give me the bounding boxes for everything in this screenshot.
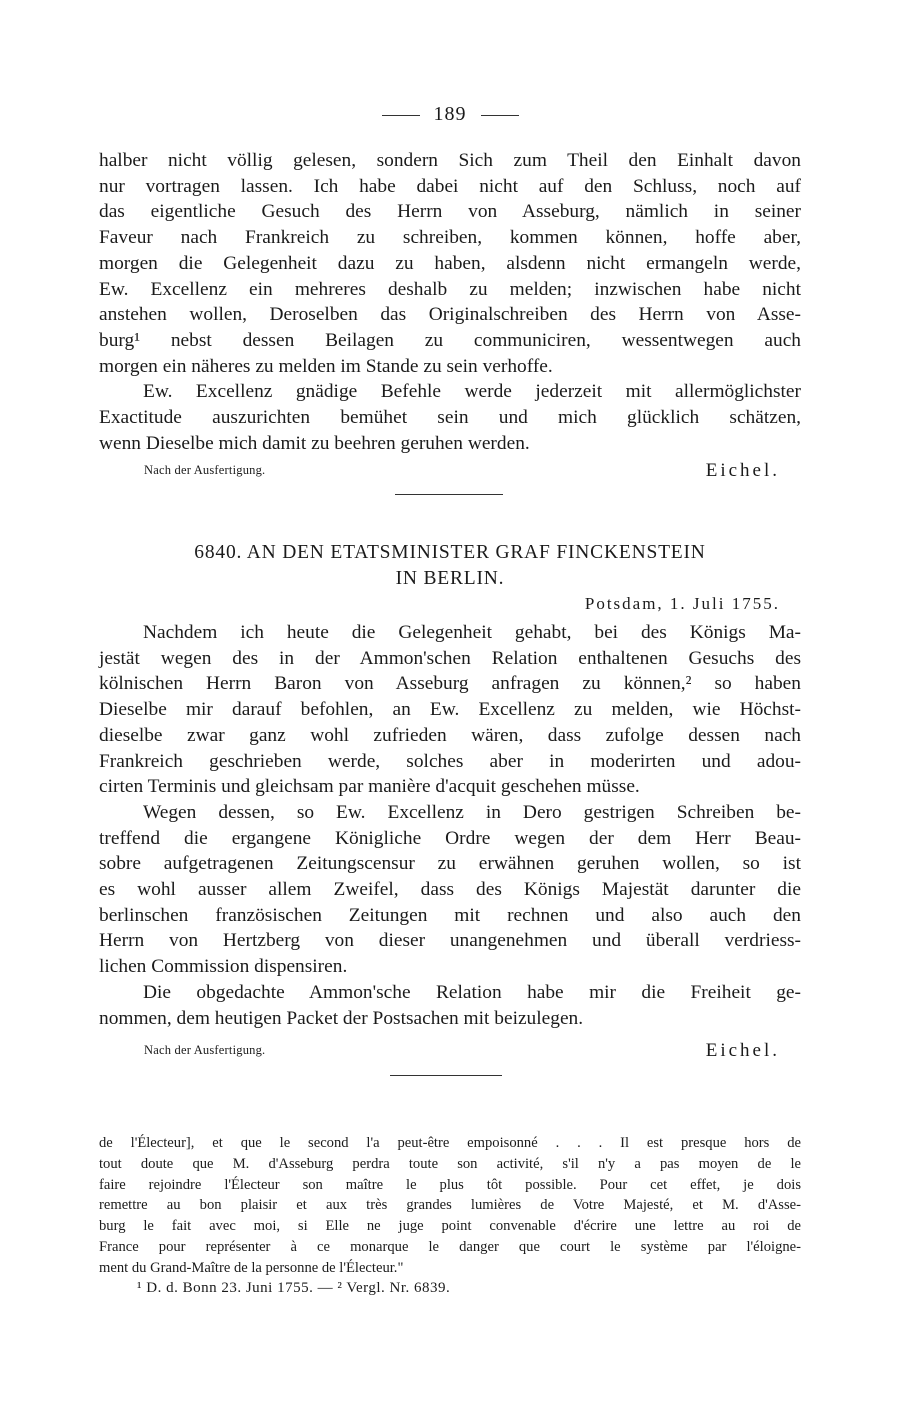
- opening-letter-signoff: [144, 456, 780, 482]
- letter-6840-body: [99, 620, 801, 1031]
- text-line: Herrn von Hertzberg von dieser unangenehmen und überall verdriess-: [99, 930, 801, 952]
- text-line: das eigentliche Gesuch des Herrn von Asseburg, nämlich in seiner: [99, 201, 801, 223]
- header-dash-left: [382, 115, 420, 116]
- text-line: kölnischen Herrn Baron von Asseburg anfragen zu können,² so haben: [99, 673, 801, 695]
- source-note: Nach der Ausfertigung.: [144, 463, 266, 477]
- text-line: wenn Dieselbe mich damit zu beehren geruhen werden.: [99, 432, 530, 454]
- text-line: Exactitude auszurichten bemühet sein und mich glücklich schätzen,: [99, 407, 801, 429]
- footnote-line: tout doute que M. d'Asseburg perdra toute son activité, s'il n'y a pas moyen de le: [99, 1155, 801, 1172]
- text-line: morgen die Gelegenheit dazu zu haben, alsdenn nicht ermangeln werde,: [99, 252, 801, 274]
- footnote-line: ment du Grand-Maître de la personne de l'Électeur.": [99, 1259, 404, 1276]
- footnote-line: de l'Électeur], et que le second l'a peut-être empoisonné . . . Il est presque hors de: [99, 1135, 801, 1151]
- text-line: Frankreich geschrieben werde, solches aber in moderirten und adou-: [99, 750, 801, 772]
- footnote-line: France pour représenter à ce monarque le danger que court le système par l'éloigne-: [99, 1238, 801, 1255]
- text-line: es wohl ausser allem Zweifel, dass des Königs Majestät darunter die: [99, 879, 801, 901]
- footnote-line: remettre au bon plaisir et aux très grandes lumières de Votre Majesté, et M. d'Asse-: [99, 1197, 801, 1214]
- text-line: dieselbe zwar ganz wohl zufrieden wären, dass zufolge dessen nach: [99, 724, 801, 746]
- footnote-references: ¹ D. d. Bonn 23. Juni 1755. — ² Vergl. Nr. 6839.: [137, 1280, 451, 1296]
- text-line: Dieselbe mir darauf befohlen, an Ew. Excellenz zu melden, wie Höchst-: [99, 699, 801, 721]
- source-note: Nach der Ausfertigung.: [144, 1043, 266, 1057]
- header-dash-right: [481, 115, 519, 116]
- section-divider: [390, 1075, 502, 1076]
- text-line: halber nicht völlig gelesen, sondern Sich zum Theil den Einhalt davon: [99, 150, 801, 171]
- text-line: nommen, dem heutigen Packet der Postsachen mit beizulegen.: [99, 1007, 584, 1029]
- dateline: Potsdam, 1. Juli 1755.: [584, 594, 780, 613]
- footnote-body: [99, 1133, 801, 1279]
- text-line: morgen ein näheres zu melden im Stande zu sein verhoffe.: [99, 355, 553, 377]
- text-line: Wegen dessen, so Ew. Excellenz in Dero gestrigen Schreiben be-: [143, 801, 801, 823]
- letter-heading-place: IN BERLIN.: [395, 568, 505, 589]
- letter-6840-signoff: [144, 1036, 780, 1062]
- footnote-line: faire rejoindre l'Électeur son maître le plus tôt possible. Pour cet effet, je dois: [99, 1176, 801, 1193]
- opening-letter-body: [99, 148, 801, 456]
- footnote-line: burg le fait avec moi, si Elle ne juge point convenable d'écrire une lettre au roi de: [99, 1218, 801, 1235]
- page-header: [0, 103, 900, 126]
- signature: Eichel.: [705, 1040, 780, 1061]
- text-line: Die obgedachte Ammon'sche Relation habe mir die Freiheit ge-: [143, 981, 801, 1003]
- text-line: lichen Commission dispensiren.: [99, 956, 348, 978]
- text-line: Ew. Excellenz gnädige Befehle werde jederzeit mit allermöglichster: [143, 381, 801, 403]
- text-line: Faveur nach Frankreich zu schreiben, kommen können, hoffe aber,: [99, 227, 801, 249]
- text-line: nur vortragen lassen. Ich habe dabei nicht auf den Schluss, noch auf: [99, 175, 801, 197]
- text-line: treffend die ergangene Königliche Ordre wegen der dem Herr Beau-: [99, 827, 801, 849]
- text-line: anstehen wollen, Deroselben das Originalschreiben des Herrn von Asse-: [99, 304, 801, 326]
- text-line: sobre aufgetragenen Zeitungscensur zu erwähnen geruhen wollen, so ist: [99, 853, 801, 875]
- text-line: cirten Terminis und gleichsam par manière d'acquit geschehen müsse.: [99, 776, 640, 798]
- signature: Eichel.: [705, 460, 780, 481]
- text-line: berlinschen französischen Zeitungen mit rechnen und also auch den: [99, 904, 801, 926]
- text-line: Nachdem ich heute die Gelegenheit gehabt, bei des Königs Ma-: [143, 622, 801, 643]
- text-line: Ew. Excellenz ein mehreres deshalb zu melden; inzwischen habe nicht: [99, 278, 801, 300]
- page-number: 189: [433, 103, 467, 125]
- letter-heading: 6840. AN DEN ETATSMINISTER GRAF FINCKENSTEIN: [194, 542, 706, 563]
- section-divider: [395, 494, 503, 495]
- text-line: jestät wegen des in der Ammon'schen Relation enthaltenen Gesuchs des: [99, 647, 801, 669]
- text-line: burg¹ nebst dessen Beilagen zu communiciren, wessentwegen auch: [99, 329, 801, 351]
